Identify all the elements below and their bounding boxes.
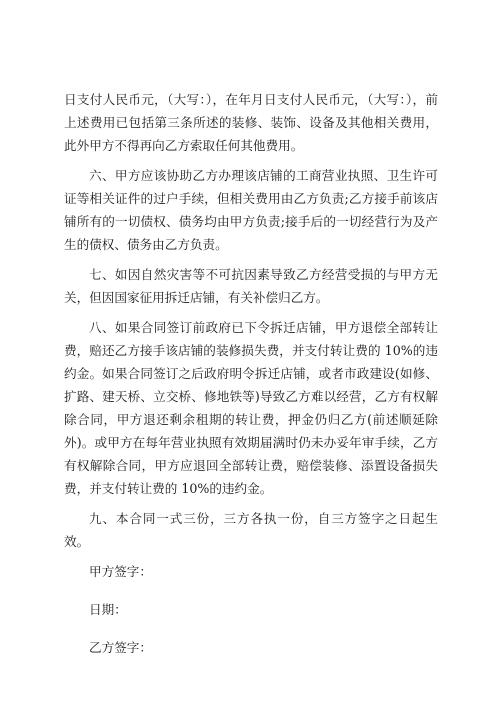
party-b-signature-line: 乙方签字： <box>89 640 152 655</box>
party-a-signature-line: 甲方签字： <box>89 564 152 579</box>
paragraph-clause-six: 六、甲方应该协助乙方办理该店铺的工商营业执照、卫生许可证等相关证件的过户手续，但相关费用由乙方负责;乙方接手前该店铺所有的一切债权、债务均由甲方负责;接手后的一切经营行为及产生的债权、债务由乙方负责。 <box>64 168 438 252</box>
paragraph-payment-terms: 日支付人民币元，（大写：），在年月日支付人民币元，（大写：），前上述费用已包括第三条所述的装修、装饰、设备及其他相关费用，此外甲方不得再向乙方索取任何其他费用。 <box>64 92 438 153</box>
document-body <box>64 88 438 674</box>
date-line: 日期： <box>89 602 127 617</box>
paragraph-clause-eight: 八、如果合同签订前政府已下令拆迁店铺，甲方退偿全部转让费，赔还乙方接手该店铺的装修损失费，并支付转让费的 10%的违约金。如果合同签订之后政府明令拆迁店铺，或者市政建设(如修、扩路、建天桥、立交桥、修地铁等)导致乙方难以经营，乙方有权解除合同，甲方退还剩余租期的转让费，押金仍归乙方(前述顺延除外)。或甲方在每年营业执照有效期届满时仍未办妥年审手续，乙方有权解除合同，甲方应退回全部转让费，赔偿装修、添置设备损失费，并支付转让费的 10%的违约金。 <box>64 320 438 496</box>
paragraph-clause-seven: 七、如因自然灾害等不可抗因素导致乙方经营受损的与甲方无关，但因国家征用拆迁店铺，有关补偿归乙方。 <box>64 267 438 305</box>
paragraph-clause-nine: 九、本合同一式三份，三方各执一份，自三方签字之日起生效。 <box>64 511 438 549</box>
